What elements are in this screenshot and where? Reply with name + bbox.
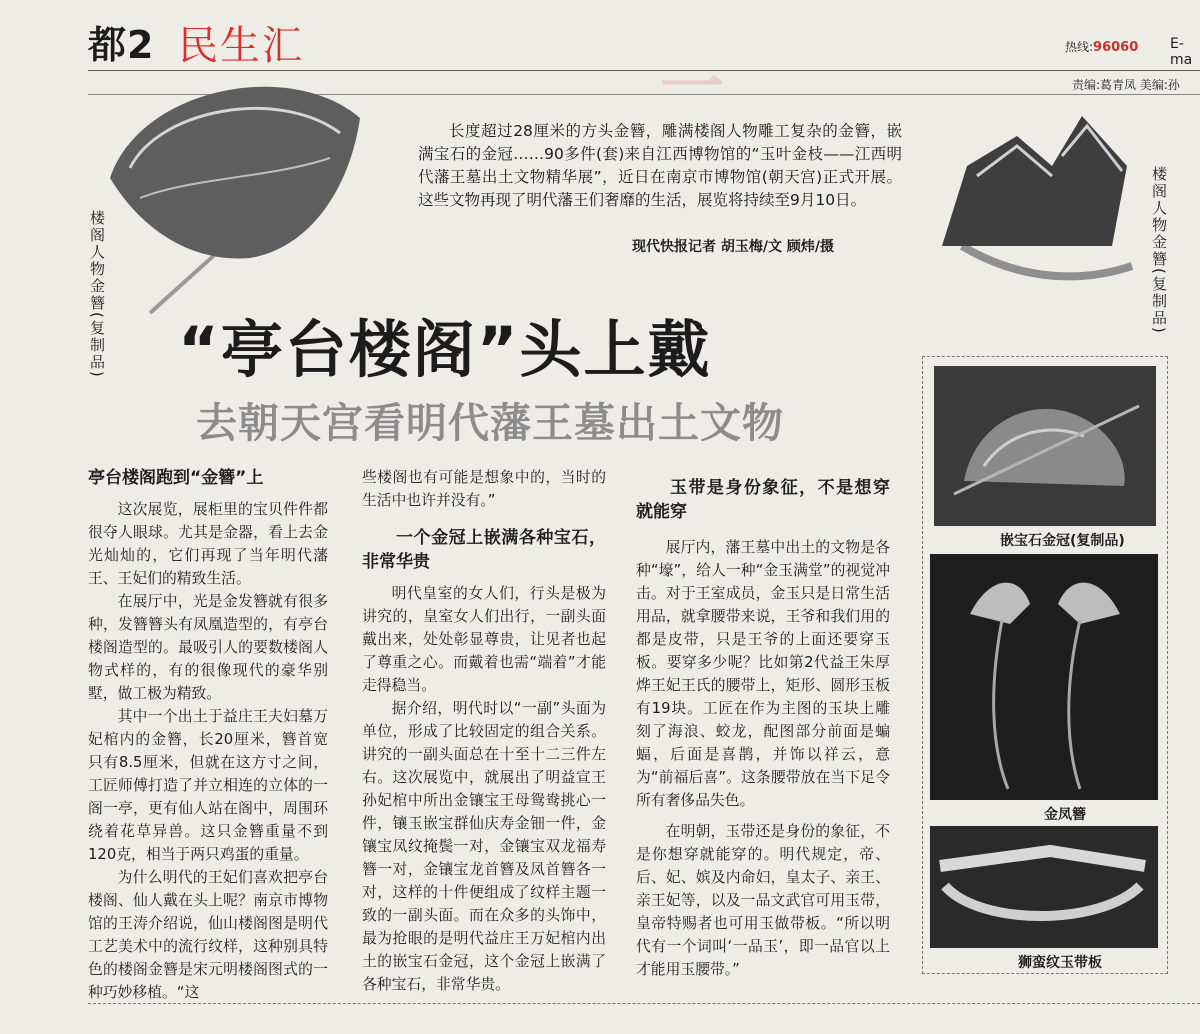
side-caption-right: 楼阁人物金簪(复制品) xyxy=(1150,166,1168,335)
column-3-paragraph: 在明朝，玉带还是身份的象征，不是你想穿就能穿的。明代规定，帝、后、妃、嫔及内命妇，皇太子、亲王、亲王妃等，以及一品文武官可用玉带，皇帝特赐者也可用玉做带板。“所以明代有一个词叫‘一品玉’，即一品官以上才能用玉腰带。” xyxy=(636,823,890,978)
column-2-paragraph: 据介绍，明代时以“一副”头面为单位，形成了比较固定的组合关系。讲究的一副头面总在十至十二三件左右。这次展览中，就展出了明益宣王孙妃棺中所出金镶宝王母鸳鸯挑心一件，镶玉嵌宝群仙庆寿金钿一件，金镶宝凤纹掩鬓一对，金镶宝双龙福寿簪一对，金镶宝龙首簪及凤首簪各一对，这样的十件便组成了纹样主题一致的一副头面。而在众多的头饰中，最为抢眼的是明代益庄王万妃棺内出土的嵌宝石金冠，这个金冠上嵌满了各种宝石，非常华贵。 xyxy=(362,700,606,993)
side-caption-left: 楼阁人物金簪(复制品) xyxy=(88,210,106,379)
byline: 现代快报记者 胡玉梅/文 顾炜/摄 xyxy=(632,239,834,255)
article-column-3 xyxy=(636,476,890,981)
hairpin-right-body xyxy=(942,116,1127,246)
section-name: 民生汇 xyxy=(178,23,304,69)
column-1-heading: 亭台楼阁跑到“金簪”上 xyxy=(88,468,264,488)
subheadline: 去朝天宫看明代藩王墓出土文物 xyxy=(196,399,784,447)
editors-credit: 责编:葛青凤 美编:孙 xyxy=(1072,78,1180,92)
crown-caption: 嵌宝石金冠(复制品) xyxy=(1000,533,1125,549)
crown-photo xyxy=(934,366,1156,526)
column-1-paragraph: 在展厅中，光是金发簪就有很多种，发簪簪头有凤凰造型的，有亭台楼阁造型的。最吸引人的要数楼阁人物式样的，有的很像现代的豪华别墅，做工极为精致。 xyxy=(88,593,328,702)
intro-paragraph: 长度超过28厘米的方头金簪，雕满楼阁人物雕工复杂的金簪，嵌满宝石的金冠……90多件(套)来自江西博物馆的“玉叶金枝——江西明代藩王墓出土文物精华展”，近日在南京市博物馆(朝天宫)正式开展。这些文物再现了明代藩王们奢靡的生活，展览将持续至9月10日。 xyxy=(418,122,902,209)
hairpin-left-head xyxy=(110,87,360,259)
hairpin-left-photo xyxy=(100,58,370,318)
hotline-number: 96060 xyxy=(1093,40,1139,55)
hairpin-right-stem xyxy=(962,246,1132,276)
article-column-1 xyxy=(88,466,328,1004)
column-3-heading: 玉带是身份象征，不是想穿就能穿 xyxy=(636,478,890,522)
section-number: 都2 xyxy=(88,23,155,67)
hotline-label: 热线: xyxy=(1065,40,1094,54)
column-3-paragraph: 展厅内，藩王墓中出土的文物是各种“壕”，给人一种“金玉满堂”的视觉冲击。对于王室成员，金玉只是日常生活用品，就拿腰带来说，王爷和我们用的都是皮带，只是王爷的上面还要穿玉板。要穿多少呢？比如第2代益王朱厚烨王妃王氏的腰带上，矩形、圆形玉板有19块。工匠在作为主图的玉块上雕刻了海浪、蛟龙，配图部分前面是蝙蝠，后面是喜鹊，并饰以祥云，意为“前福后喜”。这条腰带放在当下足令所有奢侈品失色。 xyxy=(636,539,890,809)
jade-belt-caption: 狮蛮纹玉带板 xyxy=(1018,955,1102,971)
bleed-through-text: 一 xyxy=(660,51,734,125)
email-fragment: E-ma xyxy=(1170,36,1193,68)
headline: “亭台楼阁”头上戴 xyxy=(178,313,712,386)
phoenix-hairpin-photo xyxy=(930,554,1158,800)
column-2-heading: 一个金冠上嵌满各种宝石，非常华贵 xyxy=(362,528,606,572)
column-1-paragraph: 为什么明代的王妃们喜欢把亭台楼阁、仙人戴在头上呢？南京市博物馆的王涛介绍说，仙山楼阁图是明代工艺美术中的流行纹样，这种别具特色的楼阁金簪是宋元明楼阁图式的一种巧妙移植。“这 xyxy=(88,869,328,1001)
column-2-paragraph: 明代皇室的女人们，行头是极为讲究的，皇室女人们出行，一副头面戴出来，处处彰显尊贵，让见者也起了尊重之心。而戴着也需“端着”才能走得稳当。 xyxy=(362,585,606,694)
column-2-lead: 些楼阁也有可能是想象中的，当时的生活中也许并没有。” xyxy=(362,469,606,509)
footer-rule xyxy=(88,1003,1200,1004)
column-1-paragraph: 这次展览，展柜里的宝贝件件都很夺人眼球。尤其是金器，看上去金光灿灿的，它们再现了当年明代藩王、王妃们的精致生活。 xyxy=(88,501,328,587)
phoenix-caption: 金凤簪 xyxy=(1044,807,1086,823)
hairpin-right-photo xyxy=(922,96,1144,296)
article-column-2 xyxy=(362,466,606,996)
hotline xyxy=(1065,38,1138,55)
jade-belt-photo xyxy=(930,826,1158,948)
column-1-paragraph: 其中一个出土于益庄王夫妇墓万妃棺内的金簪，长20厘米，簪首宽只有8.5厘米，但就在这方寸之间，工匠师傅打造了并立相连的立体的一阁一亭，更有仙人站在阁中，周围环绕着花草异兽。这只金簪重量不到120克，相当于两只鸡蛋的重量。 xyxy=(88,708,328,863)
